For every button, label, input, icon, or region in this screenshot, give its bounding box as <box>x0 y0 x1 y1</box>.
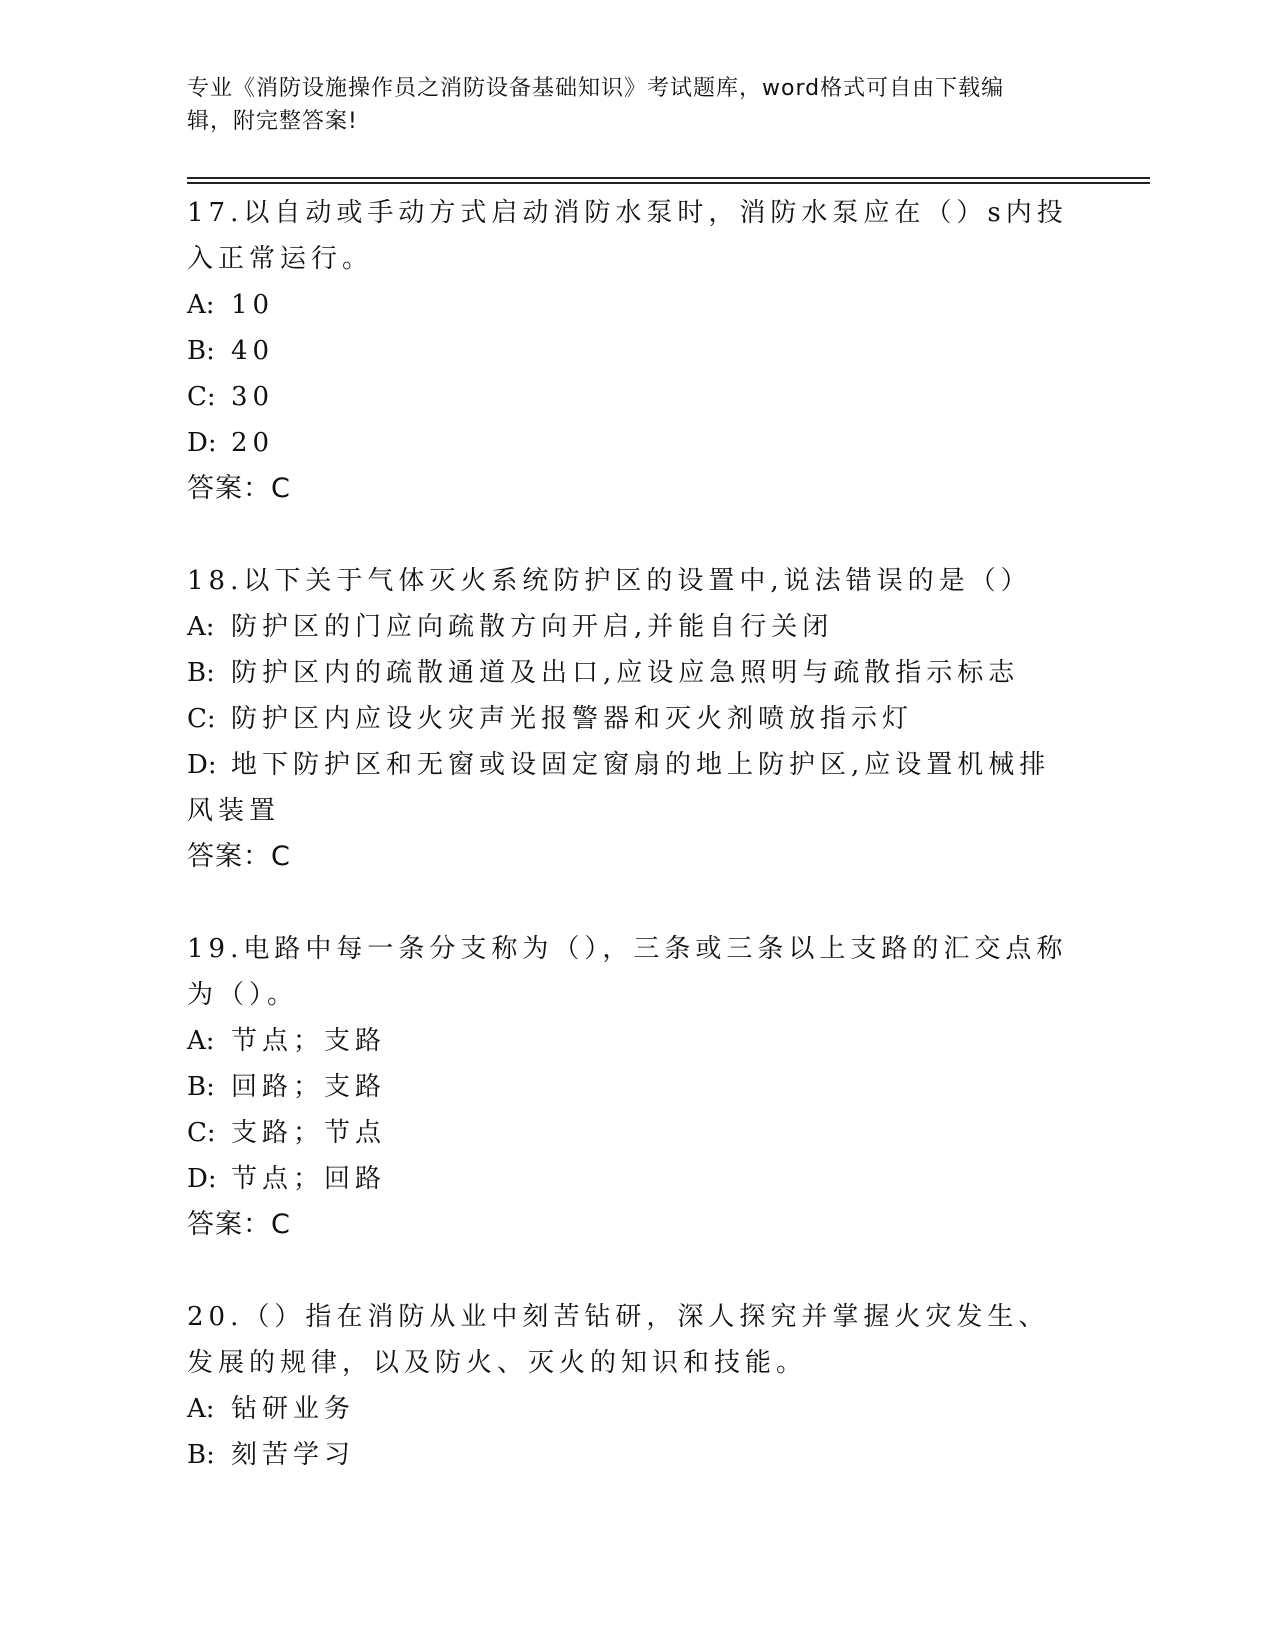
option-b <box>187 650 1077 696</box>
option-key: B: <box>187 336 215 366</box>
option-key: B: <box>187 658 215 688</box>
option-a <box>187 282 1077 328</box>
option-b <box>187 328 1077 374</box>
question-17 <box>187 190 1077 512</box>
option-text: 防护区的门应向疏散方向开启,并能自行关闭 <box>231 612 834 642</box>
answer-line: 答案：C <box>187 841 291 872</box>
question-18 <box>187 558 1077 880</box>
option-text: 20 <box>231 428 275 458</box>
answer-line: 答案：C <box>187 1209 291 1240</box>
header-divider-top <box>187 177 1150 179</box>
option-text: 回路；支路 <box>231 1072 387 1102</box>
option-text: 10 <box>231 290 275 320</box>
option-d <box>187 420 1077 466</box>
question-stem: 17.以自动或手动方式启动消防水泵时，消防水泵应在（）s内投入正常运行。 <box>187 198 1068 274</box>
header-divider-bottom <box>187 182 1150 184</box>
option-a <box>187 604 1077 650</box>
option-key: A: <box>187 290 215 320</box>
option-c <box>187 1110 1077 1156</box>
question-stem: 20.（）指在消防从业中刻苦钻研，深人探究并掌握火灾发生、发展的规律，以及防火、灭火的知识和技能。 <box>187 1302 1050 1378</box>
question-list <box>187 190 1077 1478</box>
option-key: C: <box>187 704 216 734</box>
option-text: 节点；回路 <box>231 1164 387 1194</box>
option-key: D: <box>187 428 217 458</box>
question-stem: 19.电路中每一条分支称为（），三条或三条以上支路的汇交点称为（）。 <box>187 934 1068 1010</box>
document-header <box>187 72 1087 138</box>
question-20 <box>187 1294 1077 1478</box>
option-c <box>187 696 1077 742</box>
option-d <box>187 742 1077 834</box>
option-text: 钻研业务 <box>231 1394 356 1424</box>
option-text: 节点；支路 <box>231 1026 387 1056</box>
option-text: 30 <box>231 382 275 412</box>
option-key: A: <box>187 612 215 642</box>
option-a <box>187 1018 1077 1064</box>
header-line-2: 辑，附完整答案! <box>187 109 358 134</box>
option-text: 刻苦学习 <box>231 1440 356 1470</box>
option-b <box>187 1064 1077 1110</box>
option-key: D: <box>187 1164 217 1194</box>
question-stem: 18.以下关于气体灭火系统防护区的设置中,说法错误的是（） <box>187 566 1032 596</box>
option-text: 支路；节点 <box>231 1118 387 1148</box>
option-key: D: <box>187 750 217 780</box>
option-b <box>187 1432 1077 1478</box>
option-key: C: <box>187 1118 216 1148</box>
option-key: C: <box>187 382 216 412</box>
option-text: 防护区内应设火灾声光报警器和灭火剂喷放指示灯 <box>231 704 914 734</box>
question-19 <box>187 926 1077 1248</box>
option-text: 40 <box>231 336 275 366</box>
option-key: B: <box>187 1440 215 1470</box>
header-line-1: 专业《消防设施操作员之消防设备基础知识》考试题库，word格式可自由下载编 <box>187 76 1005 101</box>
option-d <box>187 1156 1077 1202</box>
option-text: 地下防护区和无窗或设固定窗扇的地上防护区,应设置机械排风装置 <box>187 750 1051 826</box>
option-a <box>187 1386 1077 1432</box>
option-key: A: <box>187 1394 215 1424</box>
option-text: 防护区内的疏散通道及出口,应设应急照明与疏散指示标志 <box>231 658 1020 688</box>
option-key: A: <box>187 1026 215 1056</box>
option-key: B: <box>187 1072 215 1102</box>
option-c <box>187 374 1077 420</box>
answer-line: 答案：C <box>187 473 291 504</box>
